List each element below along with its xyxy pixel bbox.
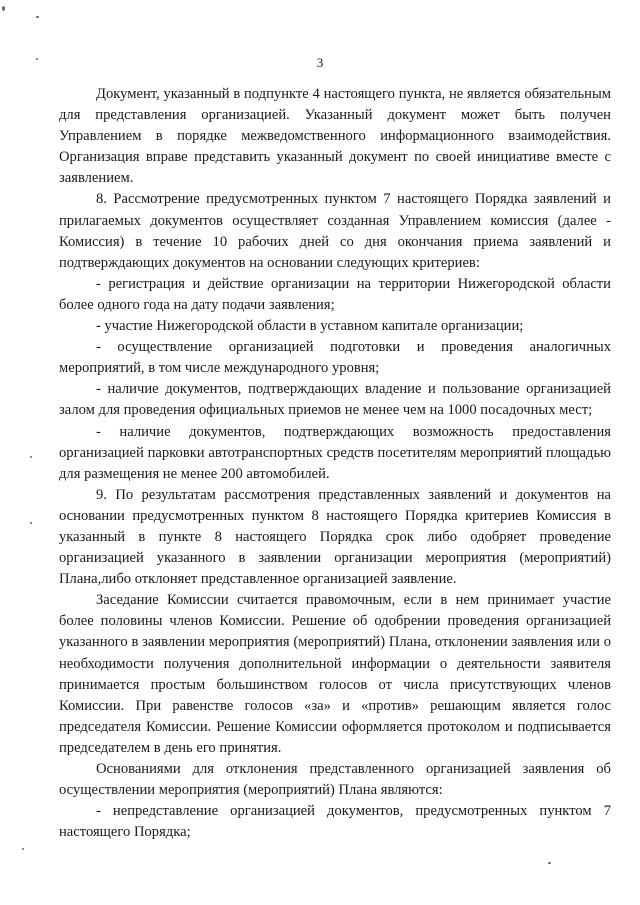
paragraph-document-optional: Документ, указанный в подпункте 4 настоящего пункта, не является обязательным для представления организацией. Указанный документ может быть получен Управлением в порядке межведомственного информационного взаимодействия. Организация вправе представить указанный документ по своей инициативе вместе с заявлением. — [59, 86, 611, 187]
scan-speck — [36, 58, 38, 60]
scan-speck — [22, 848, 24, 850]
scan-speck — [30, 456, 32, 458]
paragraph-quorum: Заседание Комиссии считается правомочным, если в нем принимает участие более половины членов Комиссии. Решение об одобрении проведения организацией указанного в заявлении мероприятия (мероприятий) Плана, отклонении заявления или о необходимости получения дополнительной информации о деятельности заявителя принимается простым большинством голосов от числа присутствующих членов Комиссии. При равенстве голосов «за» и «против» решающим является голос председателя Комиссии. Решение Комиссии оформляется протоколом и подписывается председателем в день его принятия. — [59, 592, 611, 756]
scan-speck — [2, 6, 5, 11]
paragraph-rejection-grounds: Основаниями для отклонения представленного организацией заявления об осуществлении мероприятия (мероприятий) Плана являются: — [59, 761, 611, 799]
scan-speck — [548, 862, 551, 864]
criterion-parking: - наличие документов, подтверждающих возможность предоставления организацией парковки автотранспортных средств посетителям мероприятий площадью для размещения не менее 200 автомобилей. — [59, 423, 611, 482]
criterion-region-share: - участие Нижегородской области в уставном капитале организации; — [96, 318, 524, 335]
paragraph-item-9: 9. По результатам рассмотрения представленных заявлений и документов на основании предусмотренных пунктом 8 настоящего Порядка критериев Комиссия в указанный в пункте 8 настоящего Порядка срок либо одобряет проведение организацией указанного в заявлении организации мероприятия (мероприятий) Плана,либо отклоняет представленное организацией заявление. — [59, 486, 611, 588]
ground-missing-documents: - непредставление организацией документов, предусмотренных пунктом 7 настоящего Порядка; — [59, 803, 611, 841]
scan-speck — [30, 522, 32, 524]
criterion-registration: - регистрация и действие организации на территории Нижегородской области более одного года на дату подачи заявления; — [59, 275, 611, 313]
document-body — [59, 84, 611, 843]
paragraph-item-8: 8. Рассмотрение предусмотренных пунктом 7 настоящего Порядка заявлений и прилагаемых документов осуществляет созданная Управлением комиссия (далее - Комиссия) в течение 10 рабочих дней со дня окончания приема заявлений и подтверждающих документов на основании следующих критериев: — [59, 191, 611, 271]
criterion-hall: - наличие документов, подтверждающих владение и пользование организацией залом для проведения официальных приемов не менее чем на 1000 посадочных мест; — [59, 381, 611, 419]
criterion-experience: - осуществление организацией подготовки и проведения аналогичных мероприятий, в том числе международного уровня; — [59, 339, 611, 377]
page-number: 3 — [316, 55, 324, 70]
scan-speck — [36, 16, 39, 18]
